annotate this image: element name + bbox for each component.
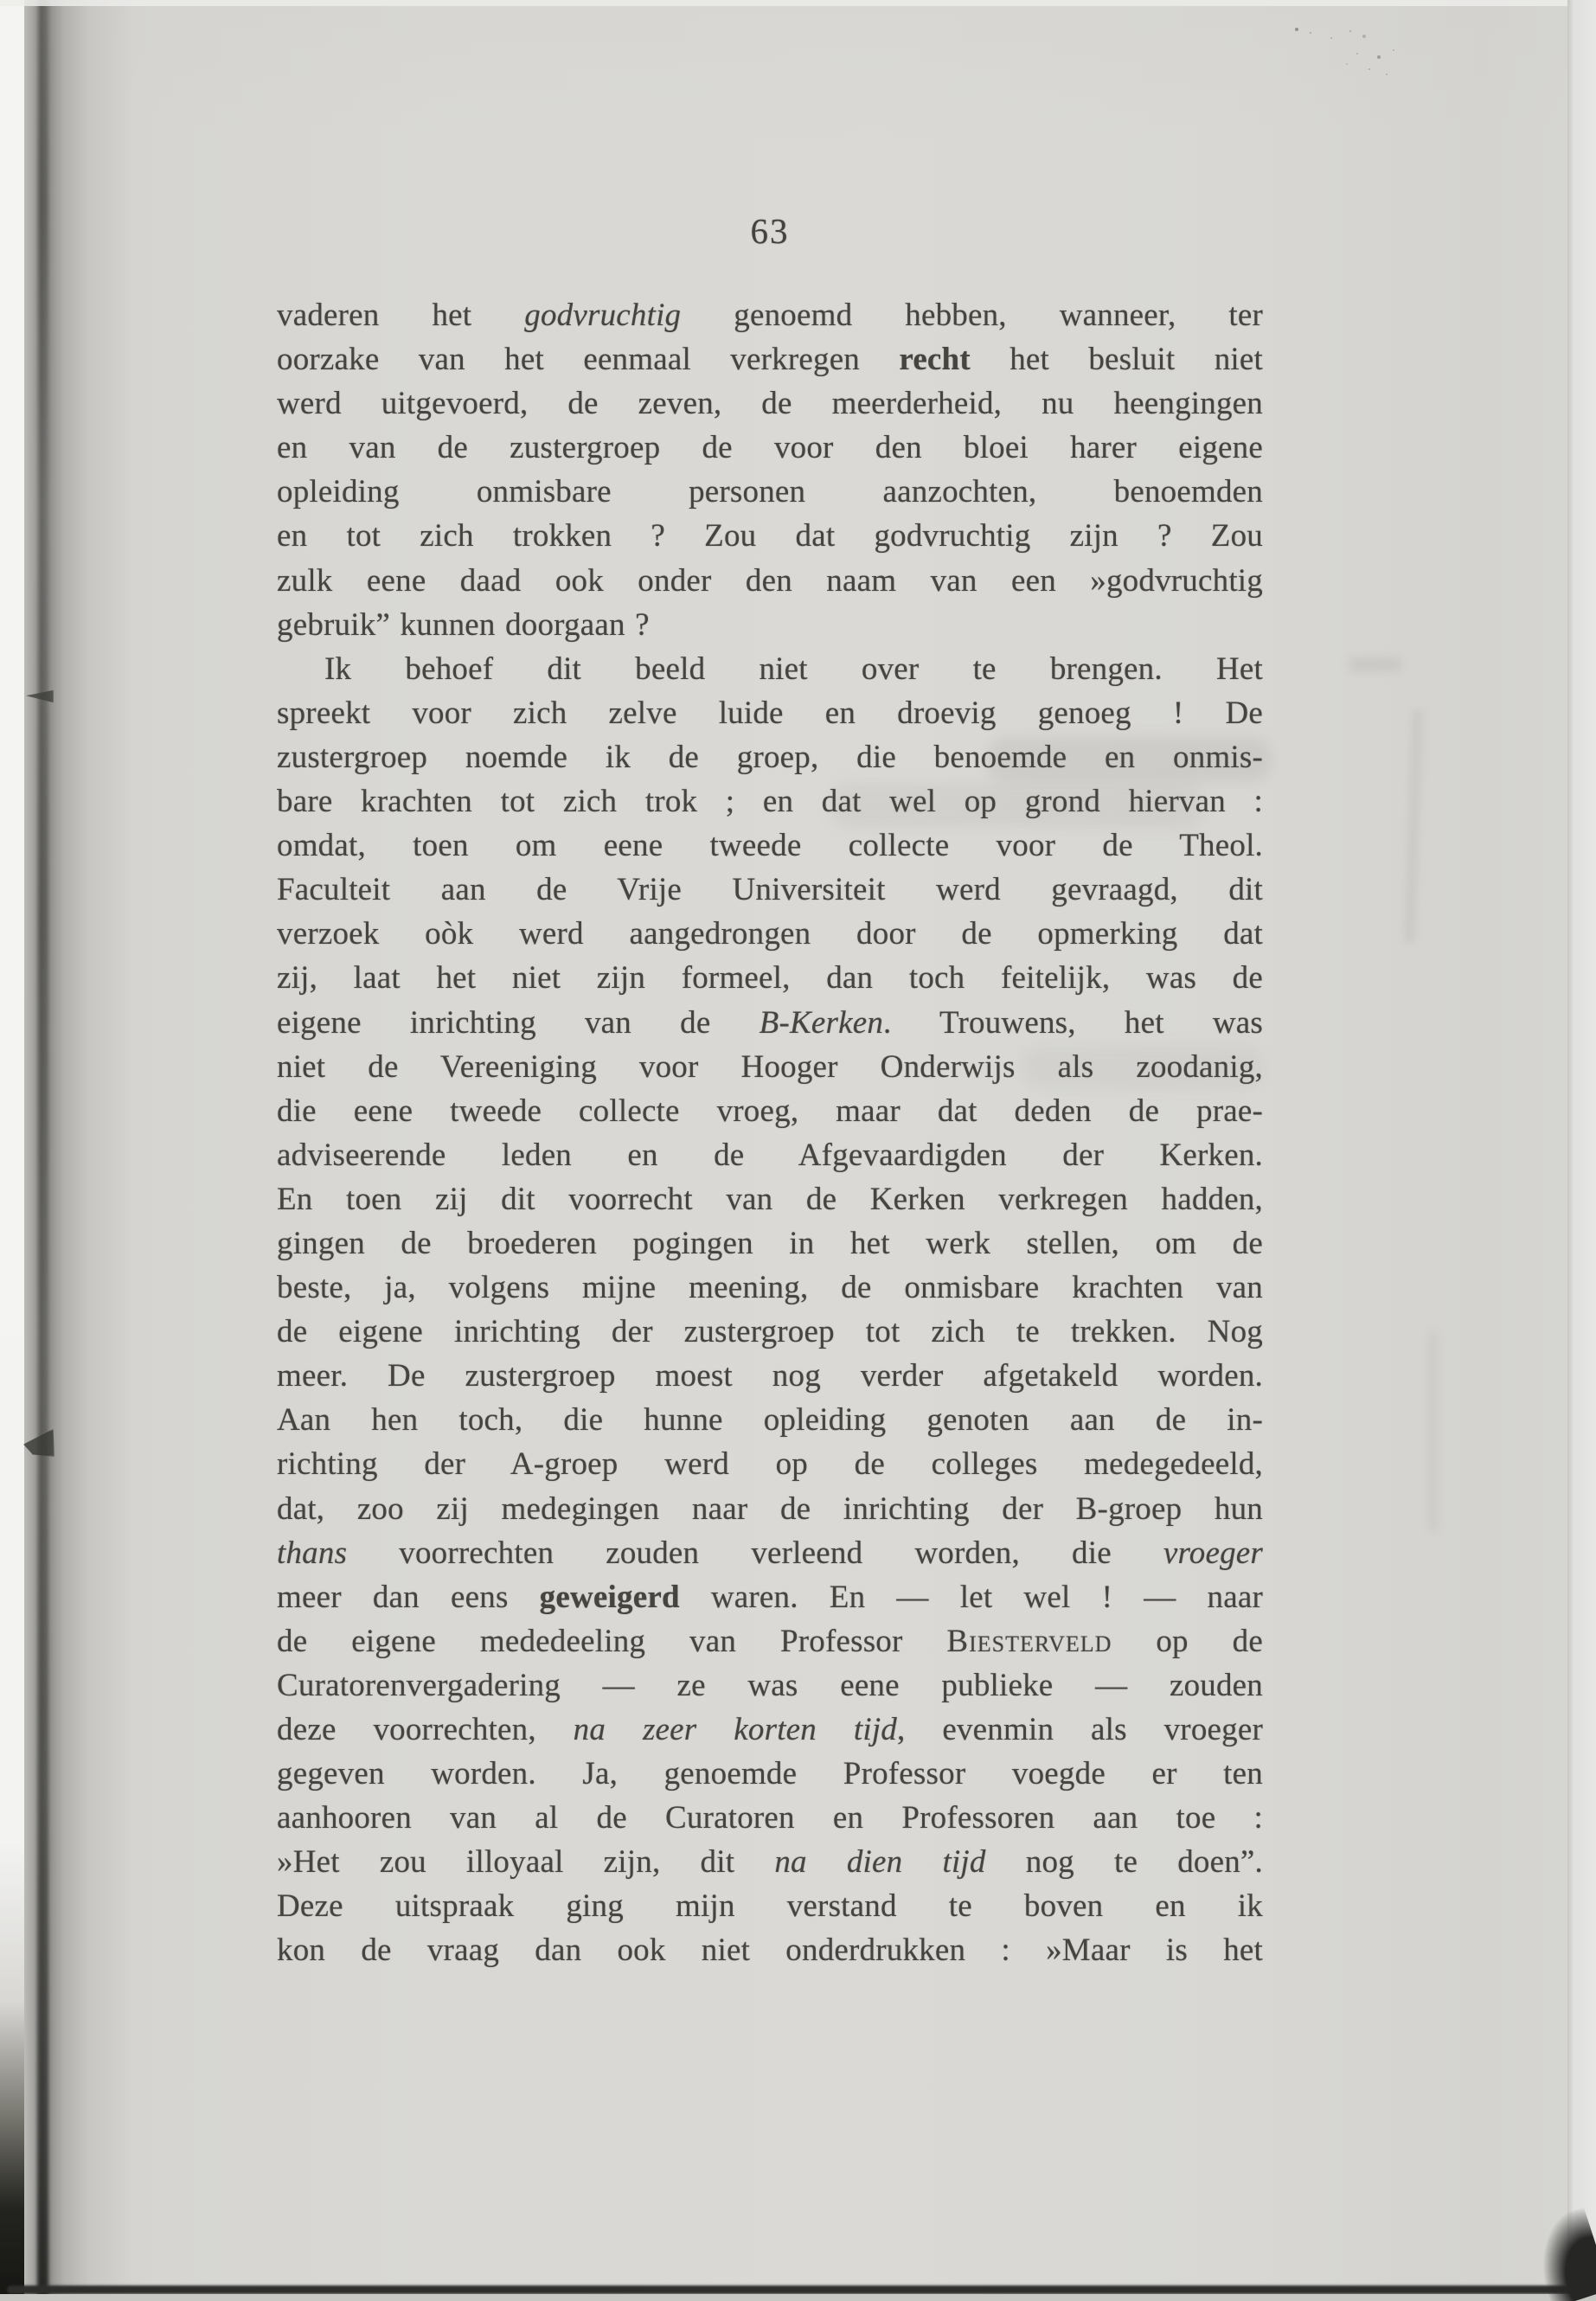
- scan-right-edge: [1567, 0, 1596, 2301]
- text-line: [277, 912, 1263, 956]
- paper-streak: [1404, 709, 1422, 943]
- book-gutter-crease: [37, 0, 48, 2301]
- body-text: beste, ja, volgens mijne meening, de onmisbare krachten van: [277, 1270, 1263, 1306]
- paper-speckles: [1295, 28, 1298, 31]
- italic-text: vroeger: [1163, 1535, 1263, 1571]
- text-line: [277, 381, 1263, 426]
- text-line: [277, 1310, 1263, 1354]
- body-text: adviseerende leden en de Afgevaardigden der Kerken.: [277, 1137, 1263, 1173]
- smallcaps-name: Biesterveld: [946, 1623, 1112, 1659]
- body-text: zulk eene daad ook onder den naam van een »godvruchtig: [277, 562, 1263, 599]
- text-line: [277, 337, 1263, 381]
- text-line: [277, 1928, 1263, 1972]
- body-text: opleiding onmisbare personen aanzochten, benoemden: [277, 474, 1263, 510]
- text-line: [277, 1575, 1263, 1619]
- scan-top-edge: [0, 0, 1596, 6]
- body-text: de eigene inrichting der zustergroep tot zich te trekken. Nog: [277, 1314, 1263, 1350]
- body-text: gebruik” kunnen doorgaan ?: [277, 606, 650, 643]
- italic-text: na dien tijd: [774, 1844, 986, 1881]
- body-text: , evenmin als vroeger: [897, 1712, 1263, 1747]
- text-line: [277, 1354, 1263, 1398]
- bold-text: recht: [899, 342, 971, 378]
- text-line: [277, 1708, 1263, 1752]
- italic-text: na zeer korten tijd: [573, 1712, 898, 1747]
- body-text: meer. De zustergroep moest nog verder afgetakeld worden.: [277, 1358, 1263, 1394]
- body-text: Aan hen toch, die hunne opleiding genoten aan de in-: [277, 1402, 1263, 1439]
- text-line: [277, 647, 1263, 691]
- body-text: spreekt voor zich zelve luide en droevig genoeg ! De: [277, 695, 1263, 731]
- text-line: [277, 559, 1263, 603]
- text-line: [277, 1442, 1263, 1486]
- text-line: [277, 470, 1263, 514]
- paper-streak: [1429, 1332, 1437, 1531]
- body-text: gingen de broederen pogingen in het werk stellen, om de: [277, 1225, 1263, 1261]
- body-text: dat, zoo zij medegingen naar de inrichting der B-groep hun: [277, 1490, 1263, 1527]
- text-line: [277, 1884, 1263, 1928]
- body-text: omdat, toen om eene tweede collecte voor de Theol.: [277, 828, 1263, 864]
- text-line: [277, 824, 1263, 868]
- body-text: oorzake van het eenmaal verkregen: [277, 342, 900, 378]
- text-line: [277, 868, 1263, 912]
- text-line: [277, 514, 1263, 558]
- page-number: 63: [750, 211, 790, 251]
- page-text-block: [277, 293, 1263, 1973]
- body-text: op de: [1112, 1623, 1263, 1659]
- page-bottom-edge: [7, 2285, 1596, 2294]
- body-text: richting der A-groep werd op de colleges medegedeeld,: [277, 1446, 1263, 1483]
- text-line: [277, 293, 1263, 337]
- italic-text: thans: [277, 1535, 348, 1571]
- text-line: [277, 1398, 1263, 1442]
- scan-left-edge: [0, 0, 24, 2301]
- body-text: de eigene mededeeling van Professor: [277, 1623, 947, 1659]
- body-text: voorrechten zouden verleend worden, die: [347, 1535, 1163, 1571]
- scan-bottom-edge: [0, 2294, 1596, 2301]
- body-text: Deze uitspraak ging mijn verstand te boven en ik: [277, 1888, 1263, 1925]
- text-line: [277, 691, 1263, 735]
- body-text: nog te doen”.: [985, 1844, 1263, 1881]
- text-line: [277, 1796, 1263, 1840]
- text-line: [277, 956, 1263, 1000]
- paper-streak: [1349, 657, 1401, 671]
- body-text: aanhooren van al de Curatoren en Professoren aan toe :: [277, 1800, 1263, 1836]
- body-text: . Trouwens, het was: [883, 1004, 1263, 1041]
- body-text: Curatorenvergadering — ze was eene publieke — zouden: [277, 1667, 1263, 1703]
- text-line: [277, 1177, 1263, 1221]
- body-text: niet de Vereeniging voor Hooger Onderwijs als zoodanig,: [277, 1048, 1263, 1085]
- text-line: [277, 603, 1263, 647]
- body-text: kon de vraag dan ook niet onderdrukken : »Maar is het: [277, 1932, 1263, 1969]
- body-text: en tot zich trokken ? Zou dat godvruchtig zijn ? Zou: [277, 518, 1263, 554]
- body-text: het besluit niet: [970, 342, 1263, 378]
- italic-text: godvruchtig: [524, 298, 682, 333]
- text-line: [277, 426, 1263, 470]
- body-text: En toen zij dit voorrecht van de Kerken verkregen hadden,: [277, 1181, 1263, 1217]
- body-text: deze voorrechten,: [277, 1712, 574, 1747]
- text-line: [277, 1089, 1263, 1133]
- text-line: [277, 1619, 1263, 1663]
- text-line: [277, 1663, 1263, 1708]
- body-text: en van de zustergroep de voor den bloei harer eigene: [277, 430, 1263, 466]
- body-text: werd uitgevoerd, de zeven, de meerderheid, nu heengingen: [277, 386, 1263, 422]
- body-text: eigene inrichting van de: [277, 1004, 760, 1041]
- body-text: gegeven worden. Ja, genoemde Professor voegde er ten: [277, 1756, 1263, 1792]
- text-line: [277, 779, 1263, 824]
- text-line: [277, 1001, 1263, 1045]
- body-text: vaderen het: [277, 298, 525, 333]
- body-text: verzoek oòk werd aangedrongen door de opmerking dat: [277, 916, 1263, 952]
- body-text: »Het zou illoyaal zijn, dit: [277, 1844, 775, 1881]
- body-text: meer dan eens: [277, 1579, 540, 1615]
- body-text: zustergroep noemde ik de groep, die benoemde en onmis-: [277, 739, 1263, 775]
- text-line: [277, 1221, 1263, 1266]
- text-line: [277, 1266, 1263, 1310]
- italic-text: B-Kerken: [759, 1004, 884, 1041]
- text-line: [277, 1840, 1263, 1884]
- body-text: bare krachten tot zich trok ; en dat wel op grond hiervan :: [277, 784, 1263, 820]
- text-line: [277, 1133, 1263, 1177]
- body-text: die eene tweede collecte vroeg, maar dat deden de prae-: [277, 1093, 1263, 1129]
- body-text: zij, laat het niet zijn formeel, dan toch feitelijk, was de: [277, 960, 1263, 997]
- text-line: [277, 1752, 1263, 1796]
- body-text: Faculteit aan de Vrije Universiteit werd gevraagd, dit: [277, 872, 1263, 908]
- text-line: [277, 1531, 1263, 1575]
- text-line: [277, 1045, 1263, 1089]
- body-text: Ik behoef dit beeld niet over te brengen. Het: [324, 651, 1263, 687]
- text-line: [277, 735, 1263, 779]
- body-text: waren. En — let wel ! — naar: [679, 1579, 1263, 1615]
- bold-text: geweigerd: [539, 1579, 680, 1615]
- body-text: genoemd hebben, wanneer, ter: [681, 298, 1263, 333]
- text-line: [277, 1487, 1263, 1531]
